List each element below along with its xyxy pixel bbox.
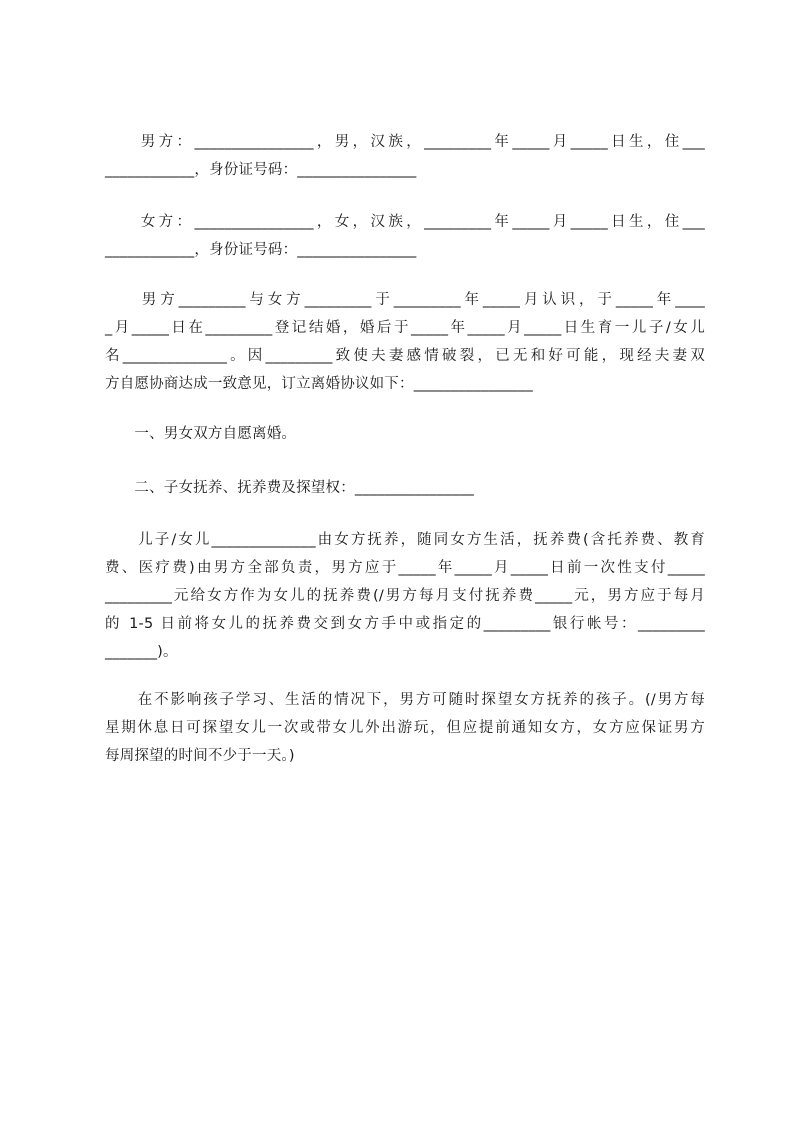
clause-one [105, 420, 705, 448]
text-line: 二、子女抚养、抚养费及探望权：________________ [105, 480, 475, 496]
text-line: ____________，身份证号码：________________ [105, 162, 417, 178]
text-line: 儿子/女儿______________由女方抚养，随同女方生活，抚养费(含托养费、教育 [105, 532, 705, 548]
text-line: 名______________。因_________致使夫妻感情破裂，已无和好可能，现经夫妻双 [105, 348, 705, 364]
text-line: 男方_________与女方_________于_________年_____月认识，于_____年____ [105, 292, 705, 308]
paragraph-female-party [105, 208, 705, 264]
text-line: _______)。 [105, 644, 178, 660]
text-line: 每周探望的时间不少于一天。) [105, 748, 295, 764]
text-line: _________元给女方作为女儿的抚养费(/男方每月支付抚养费_____元，男方应于每月 [105, 588, 705, 604]
text-line: 的 1-5 日前将女儿的抚养费交到女方手中或指定的_________银行帐号：_________ [105, 616, 705, 632]
text-line: 星期休息日可探望女儿一次或带女儿外出游玩，但应提前通知女方，女方应保证男方 [105, 720, 705, 736]
text-line: _月_____日在_________登记结婚，婚后于_____年_____月_____日生育一儿子/女儿 [105, 320, 705, 336]
paragraph-male-party [105, 128, 705, 184]
clause-two-heading [105, 474, 705, 502]
text-line: 方自愿协商达成一致意见，订立离婚协议如下：________________ [105, 376, 533, 392]
text-line: 女方：________________，女，汉族，_________年_____月_____日生，住___ [105, 214, 705, 230]
paragraph-visitation [105, 686, 705, 770]
text-line: 在不影响孩子学习、生活的情况下，男方可随时探望女方抚养的孩子。(/男方每 [105, 692, 705, 708]
paragraph-marriage-background [105, 286, 705, 398]
text-line: 费、医疗费)由男方全部负责，男方应于_____年_____月_____日前一次性支付_____ [105, 560, 705, 576]
text-line: 男方：________________，男，汉族，_________年_____月_____日生，住___ [105, 134, 705, 150]
paragraph-child-custody [105, 526, 705, 666]
text-line: 一、男女双方自愿离婚。 [105, 426, 297, 442]
text-line: ____________，身份证号码：________________ [105, 242, 417, 258]
